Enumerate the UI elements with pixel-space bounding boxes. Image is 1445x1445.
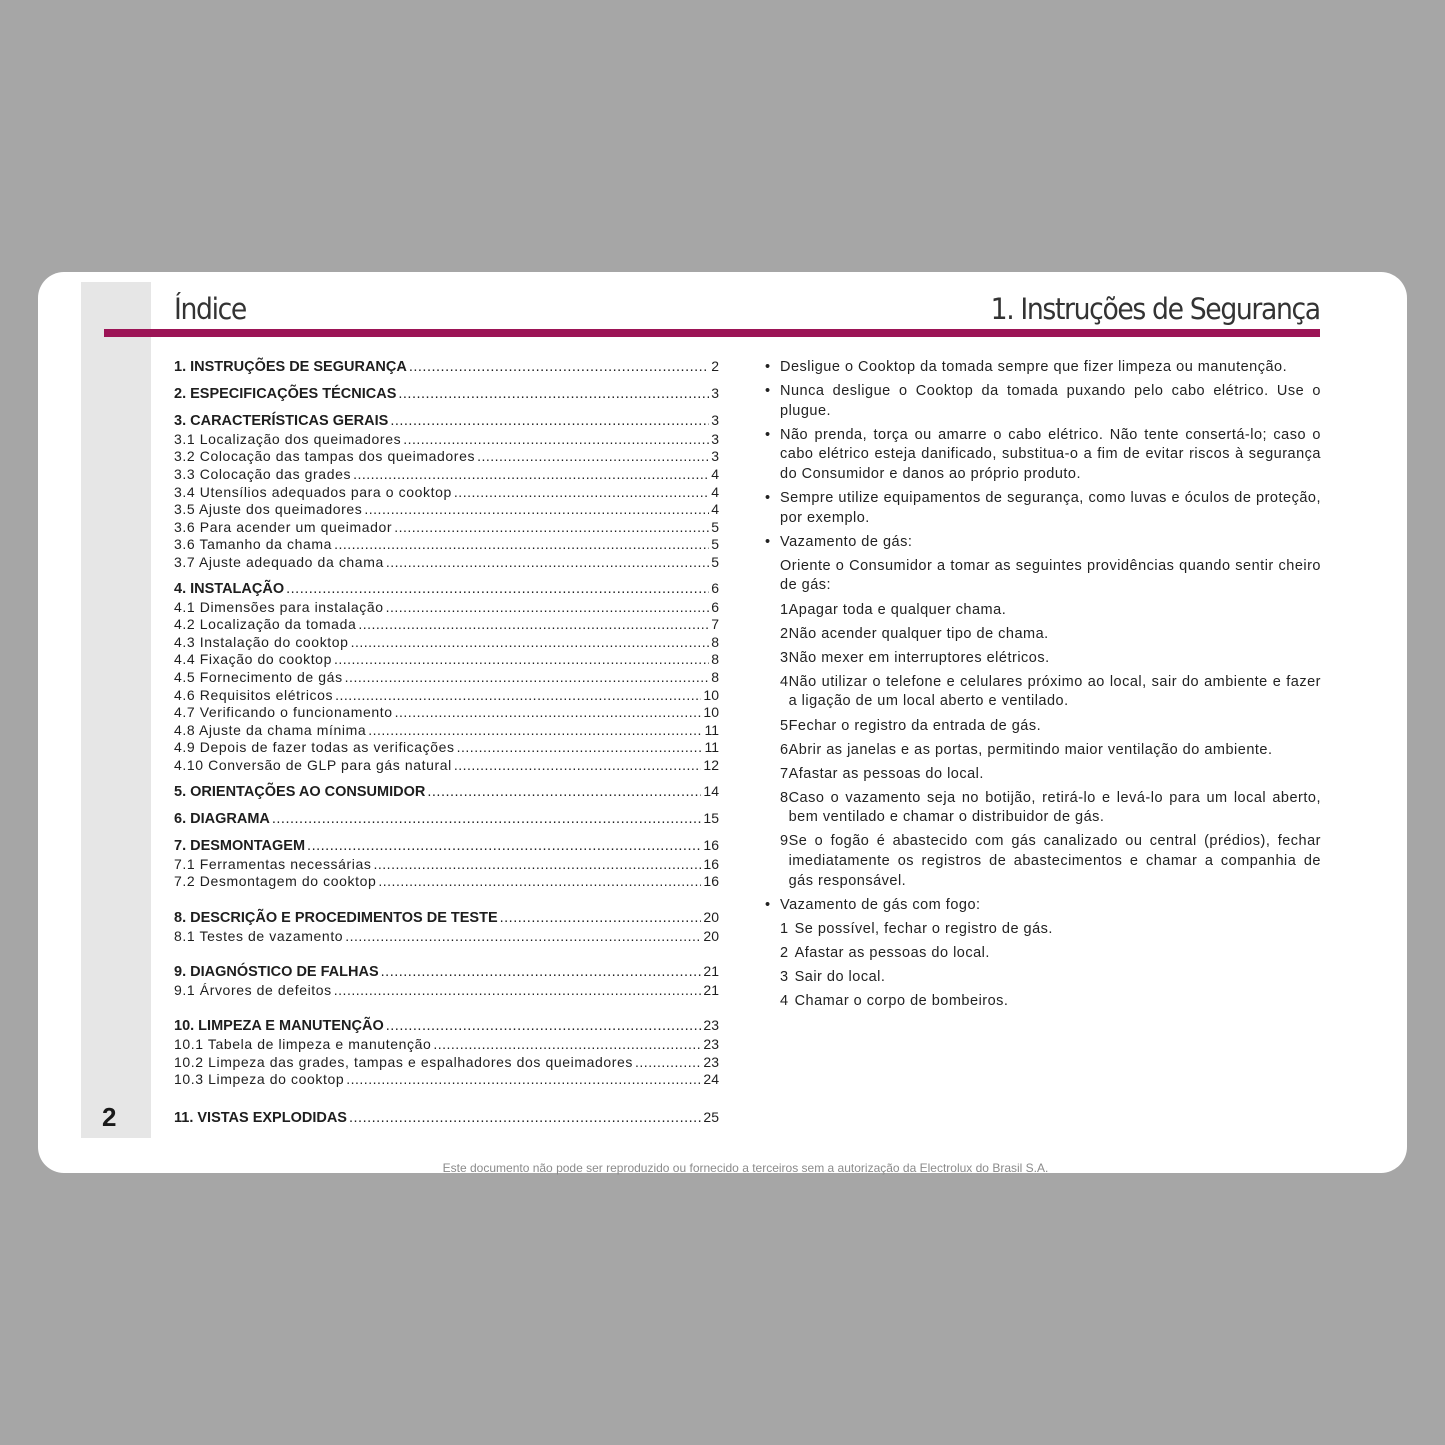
- header-rule: [104, 329, 1320, 337]
- toc-entry-page: 3: [711, 430, 719, 447]
- gas-leak-step: 3 Não mexer em interruptores elétricos.: [780, 649, 1050, 666]
- toc-entry-page: 6: [711, 598, 719, 615]
- page-number: 2: [102, 1102, 117, 1132]
- toc-entry-title: 4.10 Conversão de GLP para gás natural: [174, 756, 452, 773]
- toc-entry[interactable]: [174, 1036, 719, 1054]
- toc-entry-title: 2. ESPECIFICAÇÕES TÉCNICAS: [174, 386, 397, 403]
- toc-entry[interactable]: [174, 466, 719, 484]
- toc-entry-page: 16: [703, 855, 719, 872]
- toc-entry-page: 6: [711, 580, 719, 597]
- toc-entry[interactable]: [174, 616, 719, 634]
- section-title: 1. Instruções de Segurança: [990, 292, 1320, 326]
- toc-entry[interactable]: [174, 1017, 719, 1036]
- toc-entry-page: 20: [703, 909, 719, 926]
- toc-entry-title: 3.6 Para acender um queimador: [174, 518, 393, 535]
- toc-entry-page: 16: [703, 873, 719, 890]
- gas-leak-step: 8 Caso o vazamento seja no botijão, retirá-lo e levá-lo para um local aberto, bem ventilado e chamar o distribuidor de gás.: [780, 789, 1321, 826]
- toc-entry-title: 3.6 Tamanho da chama: [174, 536, 333, 553]
- toc-entry-page: 10: [703, 704, 719, 721]
- gas-leak-step: 2 Não acender qualquer tipo de chama.: [780, 625, 1049, 642]
- gas-leak-step: 5 Fechar o registro da entrada de gás.: [780, 717, 1042, 734]
- toc-entry-title: 4.1 Dimensões para instalação: [174, 598, 384, 615]
- toc-entry-title: 4.9 Depois de fazer todas as verificações: [174, 739, 455, 756]
- toc-entry-page: 3: [711, 385, 719, 402]
- toc-entry-page: 4: [711, 501, 719, 518]
- toc-entry-title: 9.1 Árvores de defeitos: [174, 981, 332, 998]
- toc-entry[interactable]: [174, 412, 719, 431]
- fire-step: 3 Sair do local.: [780, 969, 886, 986]
- safety-bullet: • Desligue o Cooktop da tomada sempre que fizer limpeza ou manutenção.: [765, 359, 1288, 375]
- toc-entry-page: 8: [711, 651, 719, 668]
- toc-entry-title: 7. DESMONTAGEM: [174, 838, 306, 855]
- toc-entry[interactable]: [174, 448, 719, 466]
- toc-entry[interactable]: [174, 554, 719, 572]
- toc-entry-title: 3.2 Colocação das tampas dos queimadores: [174, 448, 476, 465]
- toc-entry-page: 16: [703, 837, 719, 854]
- toc-entry[interactable]: [174, 856, 719, 874]
- gas-leak-step: 9 Se o fogão é abastecido com gás canalizado ou central (prédios), fechar imediatamente os registros de abastecimentos e chamar a companhia de gás responsável.: [780, 833, 1321, 889]
- fire-step: 2 Afastar as pessoas do local.: [780, 944, 990, 961]
- toc-entry-page: 10: [703, 686, 719, 703]
- fire-step: 4 Chamar o corpo de bombeiros.: [780, 993, 1009, 1010]
- fire-step: 1 Se possível, fechar o registro de gás.: [780, 920, 1053, 937]
- toc-entry-title: 4.4 Fixação do cooktop: [174, 651, 332, 668]
- toc-entry-page: 23: [703, 1017, 719, 1034]
- toc-entry[interactable]: [174, 873, 719, 891]
- toc-entry[interactable]: [174, 1054, 719, 1072]
- footer-disclaimer: Este documento não pode ser reproduzido ou fornecido a terceiros sem a autorização da Electrolux do Brasil S.A.: [442, 1161, 1049, 1175]
- safety-bullet: • Nunca desligue o Cooktop da tomada puxando pelo cabo elétrico. Use o plugue.: [765, 383, 1321, 419]
- toc-entry[interactable]: [174, 651, 719, 669]
- gas-leak-step: 1 Apagar toda e qualquer chama.: [780, 601, 1007, 618]
- toc-entry-title: 8.1 Testes de vazamento: [174, 927, 344, 944]
- toc-entry-title: 4.8 Ajuste da chama mínima: [174, 721, 367, 738]
- toc-entry-page: 8: [711, 633, 719, 650]
- safety-bullet: • Não prenda, torça ou amarre o cabo elétrico. Não tente consertá-lo; caso o cabo elétrico esteja danificado, substitua-o a fim de evitar riscos à segurança do Consumidor e danos ao próprio produto.: [765, 426, 1321, 482]
- toc-entry[interactable]: [174, 431, 719, 449]
- toc-entry[interactable]: [174, 1109, 719, 1128]
- toc-entry[interactable]: [174, 580, 719, 599]
- toc-entry-title: 11. VISTAS EXPLODIDAS: [174, 1109, 347, 1126]
- toc-entry-title: 3.4 Utensílios adequados para o cooktop: [174, 483, 452, 500]
- toc-entry-title: 3. CARACTERÍSTICAS GERAIS: [174, 413, 389, 430]
- toc-entry[interactable]: [174, 810, 719, 829]
- toc-entry-title: 10. LIMPEZA E MANUTENÇÃO: [174, 1018, 384, 1035]
- toc-entry-page: 4: [711, 483, 719, 500]
- manual-page: [38, 272, 1407, 1173]
- toc-entry-page: 25: [703, 1108, 719, 1125]
- toc-entry-page: 14: [703, 783, 719, 800]
- toc-entry-page: 11: [704, 739, 719, 756]
- gas-leak-intro: Oriente o Consumidor a tomar as seguintes providências quando sentir cheiro de gás:: [780, 557, 1321, 594]
- safety-bullet: • Sempre utilize equipamentos de segurança, como luvas e óculos de proteção, por exemplo.: [765, 490, 1321, 526]
- toc-entry-title: 10.2 Limpeza das grades, tampas e espalhadores dos queimadores: [174, 1053, 634, 1070]
- toc-entry-page: 15: [703, 810, 719, 827]
- toc-entry[interactable]: [174, 1071, 719, 1089]
- toc-entry-title: 9. DIAGNÓSTICO DE FALHAS: [174, 964, 379, 981]
- toc-entry-page: 12: [703, 756, 719, 773]
- toc-entry[interactable]: [174, 739, 719, 757]
- toc-entry-title: 10.1 Tabela de limpeza e manutenção: [174, 1036, 432, 1052]
- toc-entry-title: 8. DESCRIÇÃO E PROCEDIMENTOS DE TESTE: [174, 910, 498, 927]
- toc-entry-title: 3.5 Ajuste dos queimadores: [174, 501, 363, 518]
- gas-leak-step: 6 Abrir as janelas e as portas, permitindo maior ventilação do ambiente.: [780, 741, 1273, 758]
- toc-entry[interactable]: [174, 634, 719, 652]
- toc-entry-page: 21: [703, 963, 719, 980]
- toc-entry[interactable]: [174, 928, 719, 946]
- toc-entry-title: 4.5 Fornecimento de gás: [174, 669, 343, 685]
- toc-entry[interactable]: [174, 837, 719, 856]
- safety-bullet: • Vazamento de gás com fogo:: [765, 896, 981, 913]
- toc-entry[interactable]: [174, 909, 719, 928]
- toc-entry-page: 20: [703, 927, 719, 944]
- toc-entry[interactable]: [174, 669, 719, 687]
- toc-entry-page: 23: [703, 1053, 719, 1070]
- gas-leak-step: 4 Não utilizar o telefone e celulares próximo ao local, sair do ambiente e fazer a ligação de um local aberto e ventilado.: [780, 673, 1321, 710]
- toc-entry[interactable]: [174, 982, 719, 1000]
- toc-entry[interactable]: [174, 704, 719, 722]
- toc-entry[interactable]: [174, 687, 719, 705]
- toc-entry[interactable]: [174, 722, 719, 740]
- toc-entry-page: 2: [711, 358, 719, 374]
- toc-entry-title: 4. INSTALAÇÃO: [174, 581, 285, 598]
- gas-leak-step: 7 Afastar as pessoas do local.: [780, 765, 984, 782]
- table-of-contents: [174, 358, 719, 1127]
- toc-entry-title: 4.6 Requisitos elétricos: [174, 686, 334, 703]
- toc-entry-title: 4.2 Localização da tomada: [174, 616, 357, 633]
- toc-entry-title: 7.2 Desmontagem do cooktop: [174, 873, 377, 890]
- toc-entry-title: 4.3 Instalação do cooktop: [174, 633, 349, 650]
- toc-entry[interactable]: [174, 757, 719, 775]
- toc-entry-title: 10.3 Limpeza do cooktop: [174, 1071, 345, 1088]
- toc-entry[interactable]: [174, 599, 719, 617]
- toc-entry-page: 7: [711, 616, 719, 633]
- toc-entry-title: 5. ORIENTAÇÕES AO CONSUMIDOR: [174, 784, 426, 801]
- toc-entry-title: 7.1 Ferramentas necessárias: [174, 855, 372, 872]
- toc-entry[interactable]: [174, 484, 719, 502]
- toc-entry-page: 8: [711, 669, 719, 685]
- toc-entry[interactable]: [174, 385, 719, 404]
- toc-entry-title: 6. DIAGRAMA: [174, 811, 270, 828]
- toc-entry-page: 24: [703, 1071, 719, 1088]
- safety-instructions: [765, 358, 1321, 1016]
- toc-entry-page: 11: [704, 721, 719, 738]
- toc-entry-title: 1. INSTRUÇÕES DE SEGURANÇA: [174, 359, 407, 375]
- toc-entry[interactable]: [174, 519, 719, 537]
- toc-entry-page: 3: [711, 448, 719, 465]
- toc-entry[interactable]: [174, 963, 719, 982]
- toc-entry[interactable]: [174, 358, 719, 377]
- toc-entry-title: 4.7 Verificando o funcionamento: [174, 704, 393, 721]
- toc-entry-page: 21: [703, 981, 719, 998]
- toc-entry[interactable]: [174, 501, 719, 519]
- toc-entry-page: 3: [711, 412, 719, 429]
- toc-entry-page: 5: [711, 518, 719, 535]
- safety-bullet: • Vazamento de gás:: [765, 533, 913, 550]
- toc-entry-page: 5: [711, 553, 719, 570]
- toc-entry-title: 3.1 Localização dos queimadores: [174, 430, 402, 447]
- toc-entry-title: 3.3 Colocação das grades: [174, 465, 352, 482]
- toc-entry-page: 4: [711, 465, 719, 482]
- toc-entry[interactable]: [174, 783, 719, 802]
- toc-entry-page: 23: [703, 1036, 719, 1052]
- side-strip: [81, 282, 151, 1138]
- index-title: Índice: [174, 292, 246, 326]
- toc-entry-page: 5: [711, 536, 719, 553]
- toc-entry[interactable]: [174, 536, 719, 554]
- toc-entry-title: 3.7 Ajuste adequado da chama: [174, 553, 384, 570]
